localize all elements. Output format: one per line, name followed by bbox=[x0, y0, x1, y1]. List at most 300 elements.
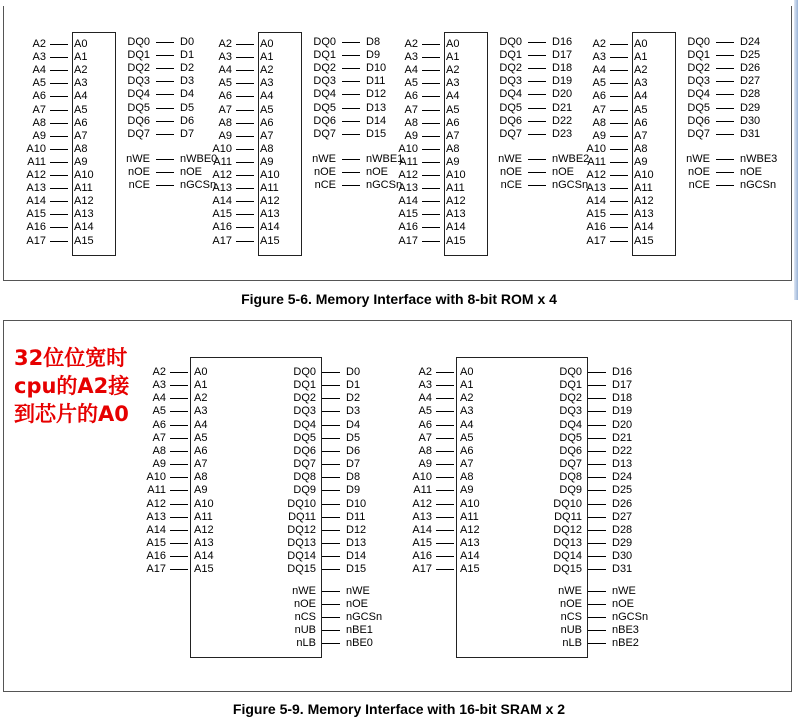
rom4-data-pin-3-internal: DQ3 bbox=[687, 75, 710, 88]
sram1-addr-pin-8-wire bbox=[170, 477, 188, 478]
sram1-data-pin-11-wire bbox=[322, 517, 340, 518]
rom4-addr-pin-9-internal: A9 bbox=[634, 155, 648, 168]
sram1-data-pin-10-wire bbox=[322, 504, 340, 505]
sram1-ctrl-pin-1-external: nOE bbox=[346, 598, 369, 611]
sram2-data-pin-13-internal: DQ13 bbox=[553, 536, 582, 549]
rom1-addr-pin-4-external: A6 bbox=[32, 90, 46, 103]
rom1-ctrl-pin-1-external: nOE bbox=[180, 166, 203, 179]
sram1-ctrl-pin-4-internal: nLB bbox=[296, 637, 316, 650]
rom2-data-pin-3-wire bbox=[342, 81, 360, 82]
rom3-addr-pin-10-external: A12 bbox=[398, 169, 418, 181]
sram1-data-pin-14-internal: DQ14 bbox=[287, 550, 316, 563]
rom1-data-pin-0-internal: DQ0 bbox=[127, 36, 150, 48]
rom1-addr-pin-13-internal: A13 bbox=[74, 208, 94, 221]
rom3-data-pin-1-internal: DQ1 bbox=[499, 49, 522, 62]
sram2-data-pin-14-external: D30 bbox=[612, 550, 633, 563]
rom4-addr-pin-3-external: A5 bbox=[592, 77, 606, 90]
rom4-addr-pin-10-external: A12 bbox=[586, 169, 606, 181]
rom4-addr-pin-15-external: A17 bbox=[586, 234, 606, 247]
rom3-addr-pin-11-external: A13 bbox=[398, 182, 418, 195]
sram1-ctrl-pin-0-internal: nWE bbox=[292, 585, 316, 597]
sram1-data-pin-6-internal: DQ6 bbox=[293, 444, 316, 457]
rom4-addr-pin-4-external: A6 bbox=[592, 90, 606, 103]
sram2-data-pin-7-external: D13 bbox=[612, 458, 633, 471]
rom4-data-pin-1-wire bbox=[716, 55, 734, 56]
sram2-ctrl-pin-2-internal: nCS bbox=[560, 611, 582, 624]
sram2-data-pin-10-wire bbox=[588, 504, 606, 505]
sram1-data-pin-15-internal: DQ15 bbox=[287, 563, 316, 576]
sram1-data-pin-9-external: D9 bbox=[346, 484, 361, 497]
rom4-data-pin-3-external: D27 bbox=[740, 75, 761, 88]
rom2-data-pin-7-internal: DQ7 bbox=[313, 127, 336, 140]
rom1-addr-pin-2-wire bbox=[50, 70, 68, 71]
sram1-addr-pin-13-internal: A13 bbox=[194, 536, 214, 549]
rom2-ctrl-pin-2-wire bbox=[342, 185, 360, 186]
rom1-ctrl-pin-2-wire bbox=[156, 185, 174, 186]
rom2-data-pin-3-external: D11 bbox=[366, 75, 386, 88]
rom1-ctrl-pin-2-external: nGCSn bbox=[180, 179, 217, 192]
rom4-addr-pin-5-internal: A5 bbox=[634, 103, 648, 116]
sram2-ctrl-pin-3-internal: nUB bbox=[560, 624, 582, 637]
rom2-addr-pin-9-internal: A9 bbox=[260, 155, 274, 168]
sram1-data-pin-1-internal: DQ1 bbox=[293, 379, 316, 392]
rom4-addr-pin-12-internal: A12 bbox=[634, 195, 654, 208]
sram2-addr-pin-14-external: A16 bbox=[412, 550, 432, 563]
rom3-addr-pin-8-external: A10 bbox=[398, 142, 418, 155]
figure-5-6-caption: Figure 5-6. Memory Interface with 8-bit ROM x 4 bbox=[241, 291, 557, 307]
sram2-ctrl-pin-0-external: nWE bbox=[612, 585, 636, 597]
rom3-data-pin-5-wire bbox=[528, 108, 546, 109]
rom4-data-pin-6-external: D30 bbox=[740, 114, 761, 127]
sram2-addr-pin-12-internal: A12 bbox=[460, 523, 480, 536]
rom2-ctrl-pin-0-wire bbox=[342, 159, 360, 160]
sram1-addr-pin-7-wire bbox=[170, 464, 188, 465]
sram2-ctrl-pin-1-wire bbox=[588, 604, 606, 605]
rom3-addr-pin-10-internal: A10 bbox=[446, 169, 466, 181]
rom3-data-pin-2-external: D18 bbox=[552, 62, 573, 75]
sram1-data-pin-7-external: D7 bbox=[346, 458, 361, 471]
rom3-data-pin-3-wire bbox=[528, 81, 546, 82]
sram1-data-pin-3-external: D3 bbox=[346, 405, 361, 418]
rom3-addr-pin-11-internal: A11 bbox=[446, 182, 465, 195]
sram2-data-pin-12-wire bbox=[588, 530, 606, 531]
rom4-addr-pin-7-wire bbox=[610, 136, 628, 137]
rom4-data-pin-7-internal: DQ7 bbox=[687, 127, 710, 140]
rom2-addr-pin-7-external: A9 bbox=[218, 129, 232, 142]
sram2-data-pin-4-external: D20 bbox=[612, 418, 633, 431]
rom3-addr-pin-14-external: A16 bbox=[398, 221, 418, 234]
rom2-addr-pin-10-wire bbox=[236, 175, 254, 176]
rom2-data-pin-1-internal: DQ1 bbox=[313, 49, 336, 62]
rom3-data-pin-2-internal: DQ2 bbox=[499, 62, 522, 75]
rom4-addr-pin-15-internal: A15 bbox=[634, 234, 654, 247]
sram2-addr-pin-15-external: A17 bbox=[412, 563, 432, 576]
rom4-addr-pin-14-external: A16 bbox=[586, 221, 606, 234]
rom1-data-pin-5-external: D5 bbox=[180, 101, 195, 114]
sram2-data-pin-1-internal: DQ1 bbox=[559, 379, 582, 392]
rom3-data-pin-6-wire bbox=[528, 121, 546, 122]
rom4-ctrl-pin-0-internal: nWE bbox=[686, 153, 710, 165]
sram2-data-pin-4-internal: DQ4 bbox=[559, 418, 582, 431]
sram2-addr-pin-6-internal: A6 bbox=[460, 444, 474, 457]
rom4-addr-pin-8-external: A10 bbox=[586, 142, 606, 155]
sram2-data-pin-13-wire bbox=[588, 543, 606, 544]
rom2-addr-pin-14-internal: A14 bbox=[260, 221, 280, 234]
rom1-data-pin-7-wire bbox=[156, 134, 174, 135]
sram1-data-pin-8-wire bbox=[322, 477, 340, 478]
rom1-addr-pin-15-internal: A15 bbox=[74, 234, 94, 247]
sram2-addr-pin-12-wire bbox=[436, 530, 454, 531]
rom1-addr-pin-11-wire bbox=[50, 188, 68, 189]
rom2-addr-pin-7-internal: A7 bbox=[260, 129, 274, 142]
sram1-addr-pin-7-internal: A7 bbox=[194, 458, 208, 471]
rom2-ctrl-pin-1-external: nOE bbox=[366, 166, 389, 179]
rom3-addr-pin-12-external: A14 bbox=[398, 195, 418, 208]
rom2-addr-pin-9-external: A11 bbox=[213, 155, 232, 168]
rom1-data-pin-0-external: D0 bbox=[180, 36, 195, 48]
sram1-data-pin-4-wire bbox=[322, 425, 340, 426]
rom4-addr-pin-14-internal: A14 bbox=[634, 221, 654, 234]
sram1-addr-pin-9-wire bbox=[170, 490, 188, 491]
rom2-addr-pin-10-external: A12 bbox=[212, 169, 232, 181]
rom1-data-pin-2-wire bbox=[156, 68, 174, 69]
rom2-data-pin-6-external: D14 bbox=[366, 114, 387, 127]
sram2-data-pin-11-external: D27 bbox=[612, 510, 633, 523]
sram1-ctrl-pin-1-wire bbox=[322, 604, 340, 605]
sram1-addr-pin-12-wire bbox=[170, 530, 188, 531]
annotation-line-2: cpu的A2接 bbox=[14, 374, 130, 398]
rom3-data-pin-5-internal: DQ5 bbox=[499, 101, 522, 114]
rom3-addr-pin-6-wire bbox=[422, 123, 440, 124]
rom2-addr-pin-6-wire bbox=[236, 123, 254, 124]
rom2-addr-pin-15-internal: A15 bbox=[260, 234, 280, 247]
rom1-data-pin-7-external: D7 bbox=[180, 127, 195, 140]
rom4-data-pin-5-wire bbox=[716, 108, 734, 109]
rom4-data-pin-6-wire bbox=[716, 121, 734, 122]
sram2-ctrl-pin-2-wire bbox=[588, 617, 606, 618]
rom1-data-pin-7-internal: DQ7 bbox=[127, 127, 150, 140]
rom1-addr-pin-7-internal: A7 bbox=[74, 129, 88, 142]
rom2-data-pin-5-external: D13 bbox=[366, 101, 387, 114]
sram2-addr-pin-9-external: A11 bbox=[413, 484, 432, 497]
rom2-addr-pin-3-external: A5 bbox=[218, 77, 232, 90]
sram1-data-pin-0-wire bbox=[322, 372, 340, 373]
rom1-addr-pin-0-external: A2 bbox=[32, 38, 46, 50]
rom3-addr-pin-15-internal: A15 bbox=[446, 234, 466, 247]
rom4-data-pin-5-internal: DQ5 bbox=[687, 101, 710, 114]
sram2-addr-pin-12-external: A14 bbox=[412, 523, 432, 536]
rom2-data-pin-1-wire bbox=[342, 55, 360, 56]
rom1-addr-pin-9-internal: A9 bbox=[74, 155, 88, 168]
sram2-addr-pin-15-internal: A15 bbox=[460, 563, 480, 576]
sram2-addr-pin-7-internal: A7 bbox=[460, 458, 474, 471]
sram2-data-pin-12-internal: DQ12 bbox=[553, 523, 582, 536]
rom1-data-pin-1-external: D1 bbox=[180, 49, 195, 62]
rom4-data-pin-5-external: D29 bbox=[740, 101, 761, 114]
sram1-ctrl-pin-3-external: nBE1 bbox=[346, 624, 373, 637]
rom3-data-pin-6-external: D22 bbox=[552, 114, 573, 127]
sram2-addr-pin-13-external: A15 bbox=[412, 536, 432, 549]
rom4-data-pin-2-wire bbox=[716, 68, 734, 69]
sram1-addr-pin-15-external: A17 bbox=[146, 563, 166, 576]
sram1-addr-pin-9-internal: A9 bbox=[194, 484, 208, 497]
rom1-addr-pin-14-wire bbox=[50, 227, 68, 228]
sram1-addr-pin-12-internal: A12 bbox=[194, 523, 214, 536]
sram2-addr-pin-0-wire bbox=[436, 372, 454, 373]
sram1-addr-pin-1-external: A3 bbox=[152, 379, 166, 392]
sram1-addr-pin-10-external: A12 bbox=[146, 497, 166, 510]
sram1-data-pin-12-internal: DQ12 bbox=[287, 523, 316, 536]
sram2-data-pin-8-wire bbox=[588, 477, 606, 478]
sram1-addr-pin-0-wire bbox=[170, 372, 188, 373]
rom4-addr-pin-2-external: A4 bbox=[592, 64, 606, 77]
sram2-data-pin-5-wire bbox=[588, 438, 606, 439]
rom2-addr-pin-12-external: A14 bbox=[212, 195, 232, 208]
rom2-addr-pin-9-wire bbox=[236, 162, 254, 163]
rom3-addr-pin-10-wire bbox=[422, 175, 440, 176]
sram2-addr-pin-6-wire bbox=[436, 451, 454, 452]
sram2-data-pin-9-external: D25 bbox=[612, 484, 633, 497]
sram1-data-pin-0-external: D0 bbox=[346, 366, 361, 378]
rom4-addr-pin-4-internal: A4 bbox=[634, 90, 648, 103]
rom4-data-pin-0-internal: DQ0 bbox=[687, 36, 710, 48]
rom2-data-pin-2-wire bbox=[342, 68, 360, 69]
sram1-data-pin-8-internal: DQ8 bbox=[293, 471, 316, 484]
rom3-addr-pin-15-wire bbox=[422, 241, 440, 242]
rom3-ctrl-pin-0-external: nWBE2 bbox=[552, 153, 590, 165]
sram2-addr-pin-7-wire bbox=[436, 464, 454, 465]
window-edge-strip bbox=[794, 0, 798, 300]
sram1-data-pin-2-external: D2 bbox=[346, 392, 361, 405]
rom4-addr-pin-15-wire bbox=[610, 241, 628, 242]
sram2-addr-pin-14-internal: A14 bbox=[460, 550, 480, 563]
rom4-addr-pin-13-external: A15 bbox=[586, 208, 606, 221]
sram2-addr-pin-13-wire bbox=[436, 543, 454, 544]
rom4-addr-pin-6-wire bbox=[610, 123, 628, 124]
rom1-addr-pin-8-wire bbox=[50, 149, 68, 150]
sram1-addr-pin-13-wire bbox=[170, 543, 188, 544]
sram1-addr-pin-4-external: A6 bbox=[152, 418, 166, 431]
rom4-addr-pin-2-wire bbox=[610, 70, 628, 71]
rom2-data-pin-7-wire bbox=[342, 134, 360, 135]
rom2-data-pin-4-internal: DQ4 bbox=[313, 88, 336, 101]
rom2-data-pin-4-wire bbox=[342, 94, 360, 95]
rom3-addr-pin-15-external: A17 bbox=[398, 234, 418, 247]
rom3-addr-pin-2-wire bbox=[422, 70, 440, 71]
rom1-addr-pin-10-external: A12 bbox=[26, 169, 46, 181]
sram1-addr-pin-15-internal: A15 bbox=[194, 563, 214, 576]
rom2-addr-pin-4-wire bbox=[236, 96, 254, 97]
rom2-addr-pin-8-internal: A8 bbox=[260, 142, 274, 155]
rom3-addr-pin-6-internal: A6 bbox=[446, 116, 460, 129]
sram1-data-pin-4-external: D4 bbox=[346, 418, 361, 431]
rom4-data-pin-2-external: D26 bbox=[740, 62, 761, 75]
rom1-data-pin-5-wire bbox=[156, 108, 174, 109]
rom3-ctrl-pin-0-wire bbox=[528, 159, 546, 160]
rom4-data-pin-0-wire bbox=[716, 42, 734, 43]
rom1-addr-pin-0-internal: A0 bbox=[74, 38, 88, 50]
rom2-addr-pin-12-internal: A12 bbox=[260, 195, 280, 208]
sram1-addr-pin-15-wire bbox=[170, 569, 188, 570]
sram1-ctrl-pin-4-external: nBE0 bbox=[346, 637, 373, 650]
sram2-addr-pin-4-internal: A4 bbox=[460, 418, 474, 431]
rom1-addr-pin-1-internal: A1 bbox=[74, 51, 88, 64]
rom2-addr-pin-4-internal: A4 bbox=[260, 90, 274, 103]
rom2-addr-pin-11-internal: A11 bbox=[260, 182, 279, 195]
sram1-addr-pin-8-internal: A8 bbox=[194, 471, 208, 484]
rom2-addr-pin-4-external: A6 bbox=[218, 90, 232, 103]
rom1-addr-pin-0-wire bbox=[50, 44, 68, 45]
sram2-addr-pin-3-internal: A3 bbox=[460, 405, 474, 418]
sram1-data-pin-9-wire bbox=[322, 490, 340, 491]
rom4-addr-pin-3-wire bbox=[610, 83, 628, 84]
rom2-addr-pin-3-internal: A3 bbox=[260, 77, 274, 90]
sram2-ctrl-pin-1-external: nOE bbox=[612, 598, 635, 611]
rom3-addr-pin-0-wire bbox=[422, 44, 440, 45]
chinese-annotation bbox=[14, 344, 129, 428]
rom4-data-pin-7-wire bbox=[716, 134, 734, 135]
rom2-addr-pin-7-wire bbox=[236, 136, 254, 137]
rom1-addr-pin-5-wire bbox=[50, 110, 68, 111]
rom1-data-pin-1-internal: DQ1 bbox=[127, 49, 150, 62]
rom1-data-pin-2-external: D2 bbox=[180, 62, 195, 75]
sram2-data-pin-0-internal: DQ0 bbox=[559, 366, 582, 378]
rom1-addr-pin-6-internal: A6 bbox=[74, 116, 88, 129]
rom1-data-pin-6-external: D6 bbox=[180, 114, 195, 127]
sram2-data-pin-5-internal: DQ5 bbox=[559, 431, 582, 444]
sram1-data-pin-2-wire bbox=[322, 398, 340, 399]
rom1-ctrl-pin-1-wire bbox=[156, 172, 174, 173]
sram2-data-pin-8-external: D24 bbox=[612, 471, 633, 484]
sram1-data-pin-7-internal: DQ7 bbox=[293, 458, 316, 471]
rom1-ctrl-pin-0-wire bbox=[156, 159, 174, 160]
rom3-addr-pin-12-wire bbox=[422, 201, 440, 202]
rom3-addr-pin-0-internal: A0 bbox=[446, 38, 460, 50]
sram1-addr-pin-5-internal: A5 bbox=[194, 431, 208, 444]
rom1-ctrl-pin-2-internal: nCE bbox=[128, 179, 150, 192]
rom3-data-pin-1-external: D17 bbox=[552, 49, 573, 62]
sram2-addr-pin-8-external: A10 bbox=[412, 471, 432, 484]
rom3-data-pin-1-wire bbox=[528, 55, 546, 56]
sram2-ctrl-pin-4-wire bbox=[588, 643, 606, 644]
rom3-addr-pin-6-external: A8 bbox=[404, 116, 418, 129]
sram1-addr-pin-5-external: A7 bbox=[152, 431, 166, 444]
rom4-ctrl-pin-1-external: nOE bbox=[740, 166, 763, 179]
rom4-ctrl-pin-1-wire bbox=[716, 172, 734, 173]
sram1-data-pin-6-external: D6 bbox=[346, 444, 361, 457]
sram2-addr-pin-6-external: A8 bbox=[418, 444, 432, 457]
rom4-data-pin-4-wire bbox=[716, 94, 734, 95]
rom1-addr-pin-2-external: A4 bbox=[32, 64, 46, 77]
sram1-addr-pin-0-internal: A0 bbox=[194, 366, 208, 378]
sram2-addr-pin-10-wire bbox=[436, 504, 454, 505]
rom1-addr-pin-4-wire bbox=[50, 96, 68, 97]
rom4-addr-pin-12-wire bbox=[610, 201, 628, 202]
sram2-data-pin-2-wire bbox=[588, 398, 606, 399]
sram2-data-pin-15-external: D31 bbox=[612, 563, 633, 576]
rom2-addr-pin-6-internal: A6 bbox=[260, 116, 274, 129]
sram1-addr-pin-6-wire bbox=[170, 451, 188, 452]
rom3-ctrl-pin-2-external: nGCSn bbox=[552, 179, 589, 192]
rom3-addr-pin-9-external: A11 bbox=[399, 155, 418, 168]
rom4-data-pin-7-external: D31 bbox=[740, 127, 761, 140]
rom2-addr-pin-3-wire bbox=[236, 83, 254, 84]
sram1-data-pin-5-internal: DQ5 bbox=[293, 431, 316, 444]
sram2-addr-pin-9-wire bbox=[436, 490, 454, 491]
sram2-data-pin-3-external: D19 bbox=[612, 405, 633, 418]
sram2-addr-pin-1-external: A3 bbox=[418, 379, 432, 392]
rom2-addr-pin-13-internal: A13 bbox=[260, 208, 280, 221]
sram1-ctrl-pin-2-wire bbox=[322, 617, 340, 618]
rom2-addr-pin-5-wire bbox=[236, 110, 254, 111]
rom3-addr-pin-7-internal: A7 bbox=[446, 129, 460, 142]
sram1-data-pin-15-external: D15 bbox=[346, 563, 367, 576]
rom3-ctrl-pin-2-internal: nCE bbox=[500, 179, 522, 192]
sram1-addr-pin-10-internal: A10 bbox=[194, 497, 214, 510]
sram1-addr-pin-8-external: A10 bbox=[146, 471, 166, 484]
rom3-addr-pin-1-external: A3 bbox=[404, 51, 418, 64]
rom3-addr-pin-3-wire bbox=[422, 83, 440, 84]
rom4-data-pin-4-internal: DQ4 bbox=[687, 88, 710, 101]
rom2-addr-pin-13-wire bbox=[236, 214, 254, 215]
rom1-addr-pin-13-external: A15 bbox=[26, 208, 46, 221]
rom3-addr-pin-5-wire bbox=[422, 110, 440, 111]
sram2-addr-pin-8-internal: A8 bbox=[460, 471, 474, 484]
sram1-data-pin-14-wire bbox=[322, 556, 340, 557]
rom4-ctrl-pin-2-external: nGCSn bbox=[740, 179, 777, 192]
sram2-data-pin-7-wire bbox=[588, 464, 606, 465]
rom2-ctrl-pin-1-internal: nOE bbox=[313, 166, 336, 179]
sram2-addr-pin-4-wire bbox=[436, 425, 454, 426]
rom1-addr-pin-3-internal: A3 bbox=[74, 77, 88, 90]
sram1-data-pin-15-wire bbox=[322, 569, 340, 570]
rom2-addr-pin-11-external: A13 bbox=[212, 182, 232, 195]
sram2-addr-pin-11-wire bbox=[436, 517, 454, 518]
rom1-addr-pin-13-wire bbox=[50, 214, 68, 215]
sram2-ctrl-pin-0-wire bbox=[588, 591, 606, 592]
figure-5-9-caption: Figure 5-9. Memory Interface with 16-bit SRAM x 2 bbox=[232, 701, 566, 717]
rom1-addr-pin-10-internal: A10 bbox=[74, 169, 94, 181]
rom3-data-pin-4-internal: DQ4 bbox=[499, 88, 522, 101]
rom4-addr-pin-14-wire bbox=[610, 227, 628, 228]
rom1-addr-pin-15-wire bbox=[50, 241, 68, 242]
rom3-data-pin-4-wire bbox=[528, 94, 546, 95]
sram1-addr-pin-9-external: A11 bbox=[147, 484, 166, 497]
rom1-data-pin-2-internal: DQ2 bbox=[127, 62, 150, 75]
rom4-addr-pin-8-wire bbox=[610, 149, 628, 150]
rom4-addr-pin-6-internal: A6 bbox=[634, 116, 648, 129]
sram2-data-pin-9-internal: DQ9 bbox=[559, 484, 582, 497]
sram2-data-pin-4-wire bbox=[588, 425, 606, 426]
rom3-addr-pin-1-wire bbox=[422, 57, 440, 58]
rom1-data-pin-3-internal: DQ3 bbox=[127, 75, 150, 88]
rom3-addr-pin-2-external: A4 bbox=[404, 64, 418, 77]
sram1-addr-pin-1-wire bbox=[170, 385, 188, 386]
sram2-addr-pin-15-wire bbox=[436, 569, 454, 570]
rom2-addr-pin-8-wire bbox=[236, 149, 254, 150]
sram2-data-pin-9-wire bbox=[588, 490, 606, 491]
rom1-addr-pin-5-internal: A5 bbox=[74, 103, 88, 116]
sram2-addr-pin-8-wire bbox=[436, 477, 454, 478]
sram1-addr-pin-6-internal: A6 bbox=[194, 444, 208, 457]
rom2-addr-pin-1-wire bbox=[236, 57, 254, 58]
sram1-data-pin-8-external: D8 bbox=[346, 471, 361, 484]
sram2-addr-pin-1-wire bbox=[436, 385, 454, 386]
sram2-addr-pin-2-wire bbox=[436, 398, 454, 399]
rom3-addr-pin-3-internal: A3 bbox=[446, 77, 460, 90]
sram2-data-pin-13-external: D29 bbox=[612, 536, 633, 549]
sram1-data-pin-13-wire bbox=[322, 543, 340, 544]
